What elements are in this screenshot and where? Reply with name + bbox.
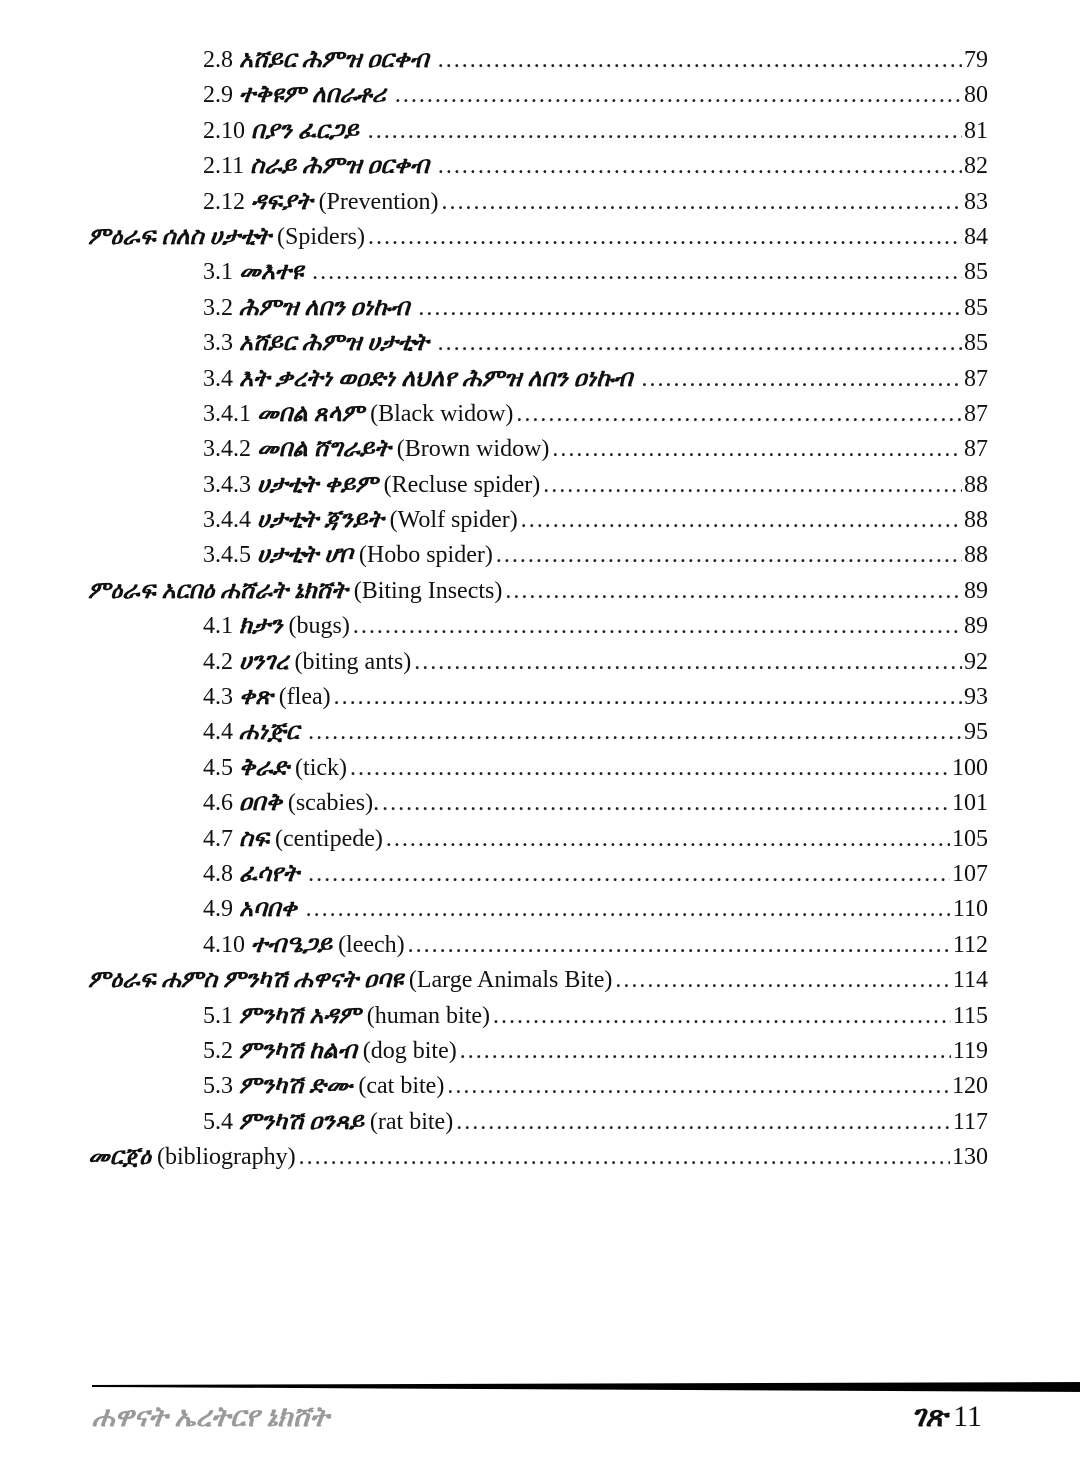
toc-entry-english: (Black widow) — [370, 400, 514, 427]
toc-leader-dots — [298, 1144, 950, 1171]
toc-entry-english: (leech) — [338, 931, 405, 958]
toc-entry-number: 2.12 — [203, 188, 245, 215]
toc-leader-dots — [437, 153, 962, 180]
toc-leader-dots — [367, 224, 962, 251]
toc-entry — [88, 82, 988, 117]
toc-entry — [88, 189, 988, 224]
toc-entry-page: 95 — [964, 719, 988, 746]
toc-entry-page: 89 — [964, 613, 988, 640]
toc-entry-page: 88 — [964, 507, 988, 534]
toc-entry-english: (bibliography) — [156, 1144, 296, 1171]
toc-entry-number: 4.10 — [203, 931, 245, 958]
toc-entry-number: 5.4 — [203, 1108, 233, 1135]
toc-entry-english: (bugs) — [288, 613, 350, 640]
toc-entry-page: 120 — [952, 1073, 988, 1100]
page-number: 11 — [953, 1400, 982, 1433]
toc-entry-title: ሐነጅር — [239, 719, 300, 746]
toc-entry-number: 2.8 — [203, 47, 233, 73]
toc-entry-title: ክታን — [239, 613, 283, 640]
toc-entry — [88, 224, 988, 259]
toc-entry — [88, 649, 988, 684]
toc-entry-title: ምንካሽ ዐንጻይ — [239, 1108, 364, 1135]
toc-leader-dots — [495, 542, 962, 569]
toc-entry-title: ዐበቅ — [239, 790, 282, 817]
toc-leader-dots — [352, 613, 962, 640]
toc-entry-page: 87 — [964, 400, 988, 427]
toc-entry — [88, 755, 988, 790]
toc-entry-number: 3.4.1 — [203, 400, 251, 427]
toc-entry-page: 88 — [964, 471, 988, 498]
toc-entry-title: ሀንገረ — [239, 648, 289, 675]
toc-entry-english: (Wolf spider) — [389, 507, 518, 534]
toc-entry-title: መበል ሸግራይት — [257, 436, 391, 463]
toc-entry-page: 80 — [964, 82, 988, 109]
toc-entry-english: (biting ants) — [294, 648, 412, 675]
toc-entry-title: ስራይ ሕምዝ ዐርቀብ — [250, 153, 429, 180]
toc-leader-dots — [437, 330, 962, 357]
toc-entry-number: 2.10 — [203, 117, 245, 144]
toc-entry-number: 3.4.3 — [203, 471, 251, 498]
toc-entry-title: ሕምዝ ለበን ዐነኩብ — [239, 294, 410, 321]
toc-entry-english: (Spiders) — [277, 223, 366, 250]
toc-leader-dots — [640, 366, 962, 393]
toc-entry-english: (Brown widow) — [396, 436, 550, 463]
toc-entry — [88, 330, 988, 365]
toc-entry-title: ምዕራፍ ሐምስ ምንካሽ ሐዋናት ዐባዩ — [88, 967, 403, 994]
page-label: ገጽ — [911, 1400, 948, 1433]
toc-entry-page: 130 — [952, 1144, 988, 1171]
toc-leader-dots — [394, 82, 962, 109]
toc-entry-title: መእተዩ — [239, 259, 304, 286]
toc-entry-number: 3.4.5 — [203, 542, 251, 569]
toc-entry-page: 110 — [952, 896, 988, 923]
toc-entry-number: 5.2 — [203, 1037, 233, 1064]
toc-entry-title: በያን ፈርጋይ — [251, 117, 359, 144]
toc-entry — [88, 1109, 988, 1144]
toc-entry-page: 81 — [964, 117, 988, 144]
toc-leader-dots — [515, 401, 962, 428]
toc-entry — [88, 472, 988, 507]
toc-entry-title: ምዕራፍ አርበዕ ሐሸራት ኔክሸት — [88, 577, 348, 604]
toc-entry-page: 82 — [964, 153, 988, 180]
toc-entry-number: 4.5 — [203, 754, 233, 781]
toc-entry-title: አባበቀ — [239, 896, 297, 923]
toc-entry-page: 100 — [952, 754, 988, 781]
footer-rule — [92, 1382, 1080, 1392]
toc-entry-page: 79 — [964, 47, 988, 73]
toc-entry-page: 115 — [952, 1002, 988, 1029]
toc-entry-page: 85 — [964, 330, 988, 357]
toc-entry — [88, 47, 988, 82]
toc-leader-dots — [417, 295, 962, 322]
toc-entry-number: 4.4 — [203, 719, 233, 746]
toc-entry-title: መርጀዕ — [88, 1144, 151, 1171]
toc-entry-page: 114 — [952, 967, 988, 994]
toc-entry-title: ቀጽ — [239, 684, 273, 711]
toc-entry-number: 3.4.4 — [203, 507, 251, 534]
toc-entry — [88, 613, 988, 648]
toc-leader-dots — [333, 684, 962, 711]
toc-entry-page: 107 — [952, 860, 988, 887]
toc-entry-page: 105 — [952, 825, 988, 852]
toc-entry-number: 3.4 — [203, 365, 233, 392]
toc-leader-dots — [385, 826, 950, 853]
toc-entry — [88, 366, 988, 401]
toc-entry — [88, 932, 988, 967]
toc-entry-english: (tick) — [295, 754, 348, 781]
toc-leader-dots — [446, 1073, 950, 1100]
toc-entry-page: 117 — [952, 1108, 988, 1135]
toc-leader-dots — [349, 755, 950, 782]
toc-entry-title: ቅራድ — [239, 754, 290, 781]
toc-entry-english: (Biting Insects) — [353, 577, 503, 604]
toc-entry-page: 93 — [964, 684, 988, 711]
toc-entry-title: እት ቃረትነ ወዐድነ ለህለየ ሕምዝ ለበን ዐነኩብ — [239, 365, 633, 392]
toc-leader-dots — [455, 1109, 951, 1136]
toc-entry-number: 4.8 — [203, 860, 233, 887]
toc-entry-page: 87 — [964, 365, 988, 392]
toc-entry-english: (Recluse spider) — [383, 471, 541, 498]
footer-book-title: ሐዋናት ኤረትርየ ኔክሸት — [92, 1402, 329, 1433]
toc-entry-title: ፈሳየት — [239, 860, 300, 887]
toc-entry-title: ተብዔጋይ — [251, 931, 333, 958]
toc-entry — [88, 684, 988, 719]
toc-leader-dots — [407, 932, 951, 959]
toc-entry — [88, 896, 988, 931]
toc-entry-page: 85 — [964, 259, 988, 286]
table-of-contents — [88, 47, 988, 1180]
toc-entry-title: ምንካሽ ከልብ — [239, 1037, 357, 1064]
toc-entry-english: (rat bite) — [369, 1108, 454, 1135]
toc-entry — [88, 578, 988, 613]
toc-leader-dots — [520, 507, 962, 534]
toc-leader-dots — [492, 1003, 951, 1030]
toc-entry-title: ምንካሽ ድሙ — [239, 1073, 353, 1100]
toc-leader-dots — [614, 967, 951, 994]
toc-entry-title: መበል ጸላም — [257, 400, 365, 427]
toc-entry-page: 101 — [952, 790, 988, 817]
toc-entry-number: 4.3 — [203, 684, 233, 711]
toc-entry-page: 112 — [952, 931, 988, 958]
toc-entry — [88, 118, 988, 153]
toc-entry-english: (centipede) — [274, 825, 383, 852]
toc-leader-dots — [441, 189, 962, 216]
toc-entry — [88, 542, 988, 577]
toc-entry-number: 4.9 — [203, 896, 233, 923]
toc-entry-english: (dog bite) — [362, 1037, 457, 1064]
toc-entry-english: (scabies). — [287, 790, 380, 817]
toc-entry-english: (Large Animals Bite) — [408, 967, 613, 994]
toc-entry — [88, 861, 988, 896]
toc-entry — [88, 1073, 988, 1108]
toc-leader-dots — [504, 578, 962, 605]
toc-entry-english: (flea) — [278, 684, 331, 711]
toc-entry-english: (human bite) — [366, 1002, 491, 1029]
toc-entry-title: ምንካሽ አዳም — [239, 1002, 361, 1029]
toc-entry — [88, 153, 988, 188]
toc-entry-number: 3.1 — [203, 259, 233, 286]
toc-entry-number: 3.3 — [203, 330, 233, 357]
toc-entry-page: 92 — [964, 648, 988, 675]
toc-leader-dots — [367, 118, 962, 145]
toc-entry-title: ስፍ — [239, 825, 269, 852]
toc-entry-number: 3.4.2 — [203, 436, 251, 463]
toc-leader-dots — [307, 861, 950, 888]
toc-entry-title: ምዕራፍ ሰለስ ሀታቲት — [88, 223, 272, 250]
toc-leader-dots — [413, 649, 962, 676]
toc-leader-dots — [381, 790, 950, 817]
toc-entry-title: ሀታቲት ቀይም — [257, 471, 378, 498]
toc-entry-page: 84 — [964, 223, 988, 250]
toc-entry-page: 88 — [964, 542, 988, 569]
toc-entry — [88, 1003, 988, 1038]
toc-entry — [88, 507, 988, 542]
toc-entry-english: (cat bite) — [358, 1073, 445, 1100]
toc-leader-dots — [305, 896, 951, 923]
toc-leader-dots — [551, 436, 962, 463]
toc-entry — [88, 826, 988, 861]
toc-leader-dots — [311, 259, 962, 286]
toc-entry — [88, 1144, 988, 1179]
toc-leader-dots — [307, 719, 962, 746]
toc-entry-title: ዳፍያት — [251, 188, 313, 215]
toc-entry-title: ሀታቲት ሆቦ — [257, 542, 353, 569]
toc-entry — [88, 259, 988, 294]
toc-leader-dots — [459, 1038, 951, 1065]
toc-entry-number: 5.1 — [203, 1002, 233, 1029]
toc-entry — [88, 401, 988, 436]
toc-entry — [88, 436, 988, 471]
toc-entry-english: (Prevention) — [318, 188, 439, 215]
toc-entry-page: 83 — [964, 188, 988, 215]
toc-entry-page: 89 — [964, 577, 988, 604]
toc-leader-dots — [542, 472, 962, 499]
toc-entry-number: 4.1 — [203, 613, 233, 640]
toc-entry — [88, 719, 988, 754]
toc-entry-page: 119 — [952, 1037, 988, 1064]
toc-entry-number: 5.3 — [203, 1073, 233, 1100]
toc-entry-title: አሸይር ሕምዝ ዐርቀብ — [239, 47, 429, 73]
toc-entry-number: 3.2 — [203, 294, 233, 321]
toc-entry — [88, 295, 988, 330]
toc-leader-dots — [437, 47, 962, 74]
toc-entry-number: 2.9 — [203, 82, 233, 109]
footer-page-number — [911, 1400, 982, 1434]
toc-entry — [88, 967, 988, 1002]
toc-entry — [88, 790, 988, 825]
toc-entry-number: 4.6 — [203, 790, 233, 817]
toc-entry-page: 87 — [964, 436, 988, 463]
toc-entry-number: 2.11 — [203, 153, 245, 180]
toc-entry — [88, 1038, 988, 1073]
toc-entry-number: 4.7 — [203, 825, 233, 852]
toc-entry-title: አሸይር ሕምዝ ሀታቲት — [239, 330, 429, 357]
toc-entry-page: 85 — [964, 294, 988, 321]
toc-entry-title: ተቅዩም ለበራቶሪ — [239, 82, 386, 109]
toc-entry-title: ሀታቲት ጃንይት — [257, 507, 384, 534]
toc-entry-english: (Hobo spider) — [358, 542, 493, 569]
toc-entry-number: 4.2 — [203, 648, 233, 675]
